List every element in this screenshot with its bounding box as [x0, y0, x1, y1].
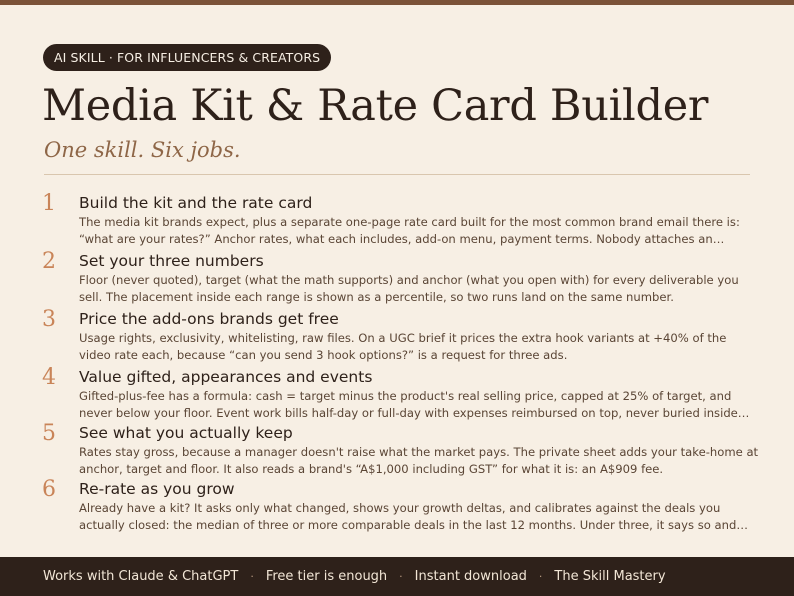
job-description: The media kit brands expect, plus a separate one-page rate card built for the most common brand email there is: “what are your rates?” Anchor rates, what each includes, add-on menu, payment terms. Nobody attaches an… [79, 215, 740, 246]
job-description: Floor (never quoted), target (what the math supports) and anchor (what you open with) for every deliverable you sell. The placement inside each range is shown as a percentile, so two runs land on the same number. [79, 273, 739, 304]
job-item-4 [0, 364, 794, 424]
footer-bar [0, 557, 794, 596]
job-item-3 [0, 306, 794, 366]
job-item-6 [0, 476, 794, 536]
page-title: Media Kit & Rate Card Builder [42, 81, 709, 131]
job-item-5 [0, 420, 794, 480]
top-accent-rule [0, 0, 794, 5]
job-number: 1 [42, 191, 56, 216]
job-number: 6 [42, 477, 56, 502]
job-item-1 [0, 190, 794, 250]
category-badge: AI SKILL · FOR INFLUENCERS & CREATORS [43, 44, 331, 71]
header-divider [44, 174, 750, 175]
job-description: Already have a kit? It asks only what changed, shows your growth deltas, and calibrates against the deals you actually closed: the median of three or more comparable deals in the last 12 months. Under three, it says so and… [79, 501, 748, 532]
job-number: 5 [42, 421, 56, 446]
footer-separator: · [538, 570, 543, 583]
job-item-2 [0, 248, 794, 308]
page-subtitle: One skill. Six jobs. [44, 138, 241, 162]
job-number: 3 [42, 307, 56, 332]
footer-tier: Free tier is enough [265, 569, 388, 584]
job-description: Gifted-plus-fee has a formula: cash = target minus the product's real selling price, capped at 25% of target, and never below your floor. Event work bills half-day or full-day with expenses reimbursed on top, never buried inside… [79, 389, 750, 420]
job-title: Price the add-ons brands get free [79, 310, 339, 328]
footer-download: Instant download [414, 569, 527, 584]
job-description: Rates stay gross, because a manager doesn't raise what the market pays. The private sheet adds your take-home at anchor, target and floor. It also reads a brand's “A$1,000 including GST” for what it is: an A$909 fee. [79, 445, 759, 476]
job-number: 4 [42, 365, 56, 390]
job-title: Set your three numbers [79, 252, 264, 270]
job-number: 2 [42, 249, 56, 274]
job-description: Usage rights, exclusivity, whitelisting, raw files. On a UGC brief it prices the extra hook variants at +40% of the video rate each, because “can you send 3 hook options?” is a request for three ads. [79, 331, 727, 362]
job-title: Value gifted, appearances and events [79, 368, 373, 386]
footer-compat: Works with Claude & ChatGPT [43, 569, 239, 584]
job-title: Build the kit and the rate card [79, 194, 313, 212]
footer-brand: The Skill Mastery [554, 569, 666, 584]
job-title: Re-rate as you grow [79, 480, 235, 498]
footer-separator: · [399, 570, 403, 583]
job-title: See what you actually keep [79, 424, 293, 442]
footer-separator: · [250, 570, 254, 583]
